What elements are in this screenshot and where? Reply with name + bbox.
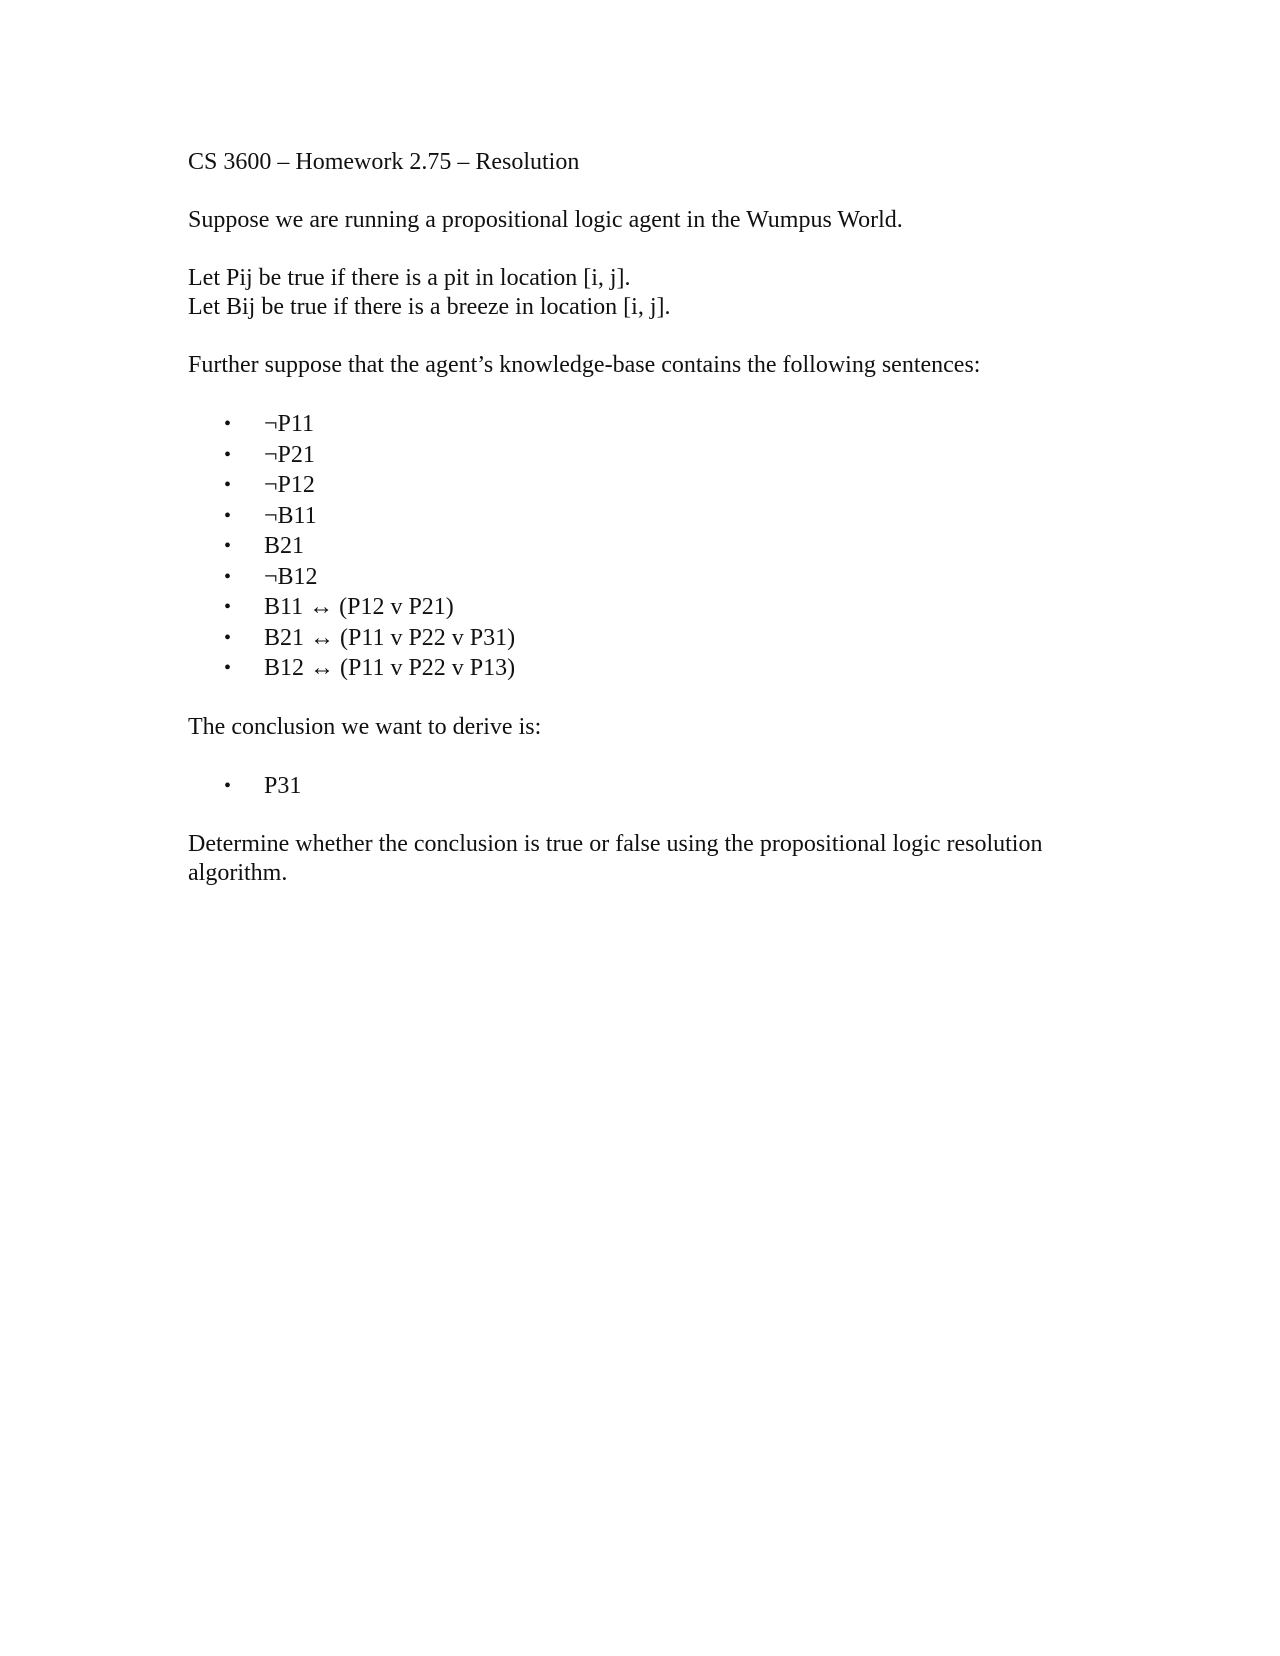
bullet-icon: • [224, 504, 232, 527]
kb-sentence-text: B12 ↔ (P11 v P22 v P13) [264, 655, 516, 681]
task-paragraph: Determine whether the conclusion is true or false using the propositional logic resolution algorithm. [188, 831, 1049, 886]
kb-sentence-text: B21 ↔ (P11 v P22 v P31) [264, 624, 516, 651]
kb-sentence-text: ¬B12 [264, 563, 318, 590]
bullet-icon: • [224, 565, 232, 588]
kb-sentence [188, 470, 1108, 501]
kb-sentence-text: ¬P21 [264, 441, 315, 468]
kb-sentence [188, 409, 1108, 440]
kb-sentence [188, 562, 1108, 593]
kb-sentence [188, 440, 1108, 471]
document-title: CS 3600 – Homework 2.75 – Resolution [188, 149, 580, 175]
kb-sentence [188, 653, 1108, 684]
intro-paragraph: Suppose we are running a propositional logic agent in the Wumpus World. [188, 207, 903, 233]
kb-sentence-text: ¬P12 [264, 472, 315, 498]
kb-sentence [188, 531, 1108, 562]
bullet-icon: • [224, 535, 232, 557]
knowledge-base-intro: Further suppose that the agent’s knowledge-base contains the following sentences: [188, 352, 981, 378]
definition-breeze: Let Bij be true if there is a breeze in location [i, j]. [188, 294, 671, 320]
conclusion-text: P31 [264, 772, 302, 799]
kb-sentence-text: ¬P11 [264, 411, 314, 437]
knowledge-base-list [188, 409, 1108, 684]
kb-sentence-text: ¬B11 [264, 502, 317, 529]
bullet-icon: • [224, 657, 232, 679]
kb-sentence-text: B11 ↔ (P12 v P21) [264, 594, 454, 620]
document-body [188, 148, 1108, 888]
bullet-icon: • [224, 626, 232, 649]
bullet-icon: • [224, 413, 232, 435]
bullet-icon: • [224, 443, 232, 466]
conclusion-item [188, 771, 1108, 802]
kb-sentence [188, 501, 1108, 532]
conclusion-list [188, 771, 1108, 802]
bullet-icon: • [224, 474, 232, 496]
bullet-icon: • [224, 596, 232, 618]
kb-sentence [188, 592, 1108, 623]
bullet-icon: • [224, 774, 232, 797]
kb-sentence [188, 623, 1108, 654]
conclusion-intro: The conclusion we want to derive is: [188, 713, 542, 740]
definition-pit: Let Pij be true if there is a pit in location [i, j]. [188, 265, 631, 291]
kb-sentence-text: B21 [264, 533, 305, 559]
